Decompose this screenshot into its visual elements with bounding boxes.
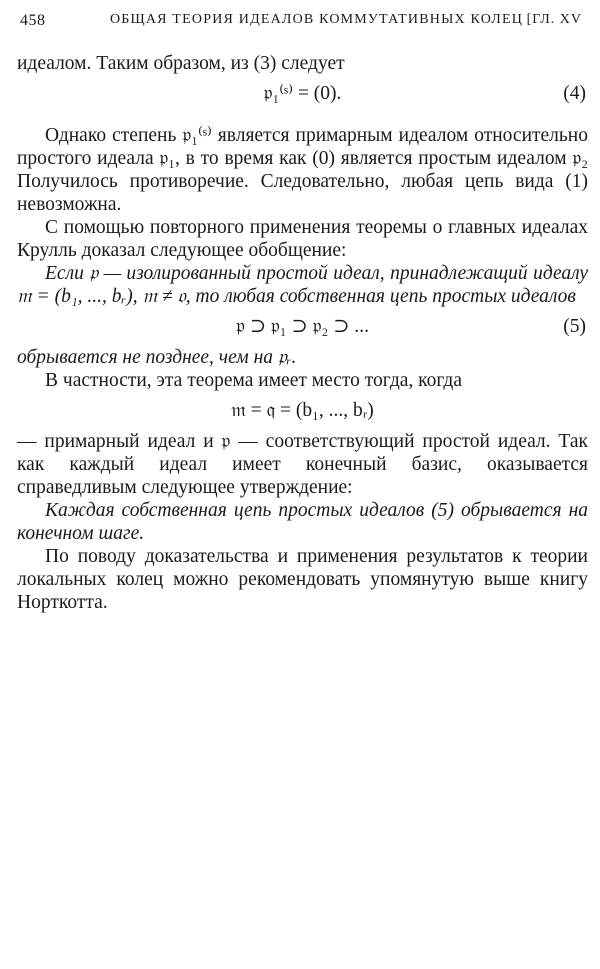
formula-5: [17, 311, 588, 343]
formula-4-number: (4): [563, 83, 586, 104]
formula-mq-expression: 𝔪 = 𝔮 = (b₁, ..., bᵣ): [231, 400, 374, 421]
continued-line: идеалом. Таким образом, из (3) следует: [17, 53, 345, 74]
chapter-label: [ГЛ. XV: [526, 12, 582, 27]
formula-5-expression: 𝔭 ⊃ 𝔭₁ ⊃ 𝔭₂ ⊃ ...: [236, 316, 369, 337]
formula-4: [17, 78, 588, 110]
statement-finite-chain: Каждая собственная цепь простых идеалов (5) обрывается на конечном шаге.: [17, 500, 588, 544]
formula-mq: [17, 395, 588, 427]
running-header: [20, 12, 582, 38]
paragraph-primary: — примарный идеал и 𝔭 — соответствующий простой идеал. Так как каждый идеал имеет конечный базис, оказывается справедливым следующее утверждение:: [17, 431, 588, 498]
formula-5-number: (5): [563, 316, 586, 337]
paragraph-contradiction: Однако степень 𝔭₁⁽ˢ⁾ является примарным идеалом относительно простого идеала 𝔭₁, в то время как (0) является простым идеалом 𝔭₂ Получилось противоречие. Следовательно, любая цепь вида (1) невозможна.: [17, 125, 588, 215]
formula-4-expression: 𝔭₁⁽ˢ⁾ = (0).: [263, 83, 342, 104]
paragraph-krull: С помощью повторного применения теоремы о главных идеалах Крулль доказал следующее обобщение:: [17, 217, 588, 261]
paragraph-particular: В частности, эта теорема имеет место тогда, когда: [45, 370, 462, 391]
page-number: 458: [20, 12, 46, 29]
paragraph-references: По поводу доказательства и применения результатов к теории локальных колец можно рекомендовать упомянутую выше книгу Норткотта.: [17, 546, 588, 613]
theorem-statement-part2: обрывается не позднее, чем на 𝔭ᵣ.: [17, 347, 297, 368]
running-title: ОБЩАЯ ТЕОРИЯ ИДЕАЛОВ КОММУТАТИВНЫХ КОЛЕЦ: [110, 12, 524, 27]
theorem-statement-part1: Если 𝔭 — изолированный простой идеал, принадлежащий идеалу 𝔪 = (b₁, ..., bᵣ), 𝔪 ≠ 𝔬, то любая собственная цепь простых идеалов: [17, 263, 588, 307]
page-body: [17, 52, 588, 614]
